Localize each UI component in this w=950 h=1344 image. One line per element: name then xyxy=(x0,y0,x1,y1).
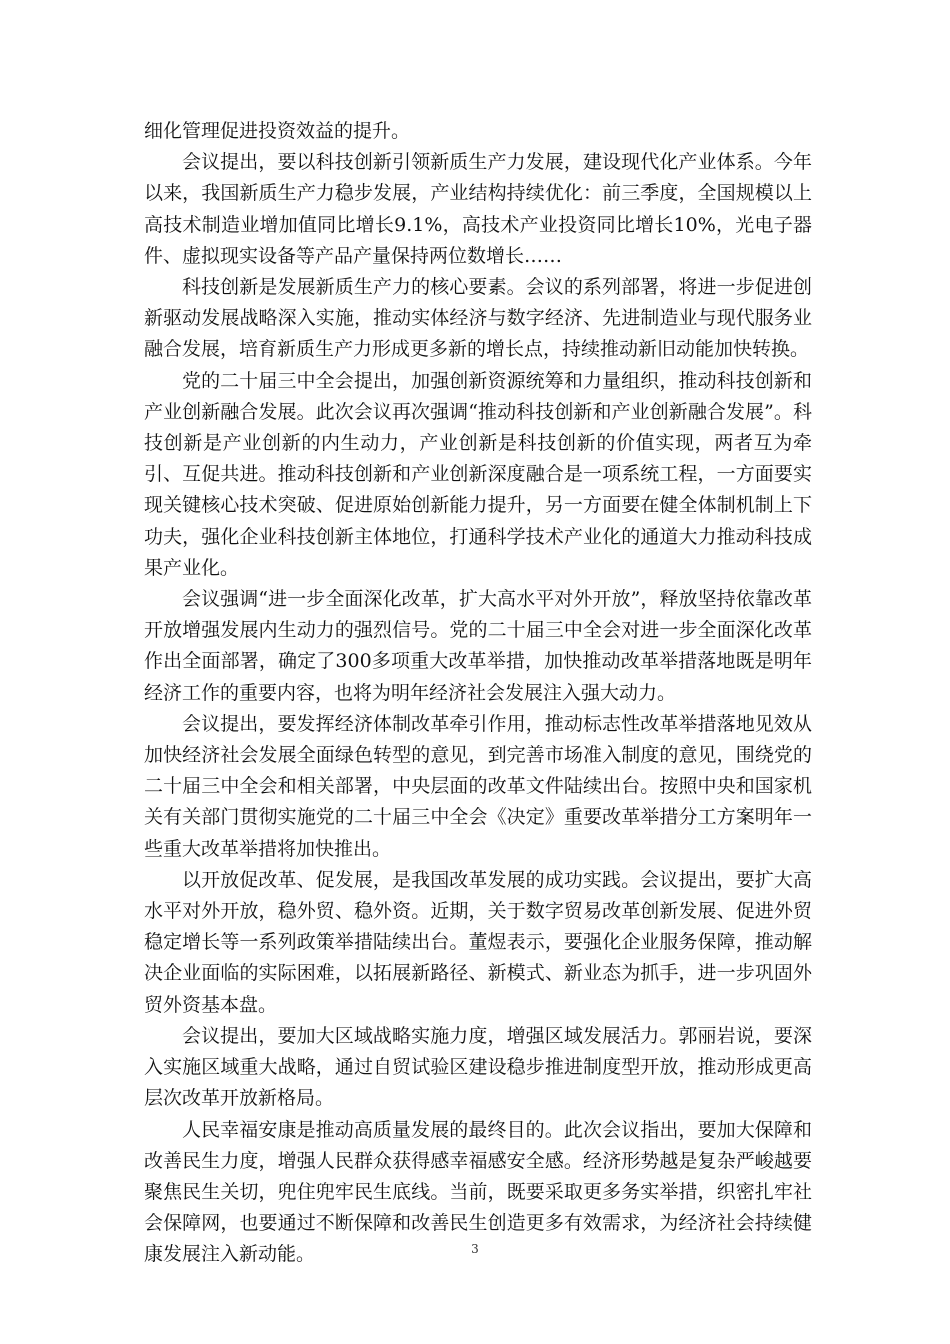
paragraph-continuation: 细化管理促进投资效益的提升。 xyxy=(144,120,411,142)
paragraph: 人民幸福安康是推动高质量发展的最终目的。此次会议指出，要加大保障和改善民生力度，增强人民群众获得感幸福感安全感。经济形势越是复杂严峻越要聚焦民生关切，兜住兜牢民生底线。当前，既要采取更多务实举措，织密扎牢社会保障网，也要通过不断保障和改善民生创造更多有效需求，为经济社会持续健康发展注入新动能。 xyxy=(144,1118,812,1266)
page-number: 3 xyxy=(471,1242,479,1256)
paragraph: 科技创新是发展新质生产力的核心要素。会议的系列部署，将进一步促进创新驱动发展战略深入实施，推动实体经济与数字经济、先进制造业与现代服务业融合发展，培育新质生产力形成更多新的增长点，持续推动新旧动能加快转换。 xyxy=(144,276,812,361)
paragraph: 会议提出，要发挥经济体制改革牵引作用，推动标志性改革举措落地见效从加快经济社会发展全面绿色转型的意见，到完善市场准入制度的意见，围绕党的二十届三中全会和相关部署，中央层面的改革文件陆续出台。按照中央和国家机关有关部门贯彻实施党的二十届三中全会《决定》重要改革举措分工方案明年一些重大改革举措将加快推出。 xyxy=(144,712,812,860)
paragraph: 会议强调“进一步全面深化改革，扩大高水平对外开放”，释放坚持依靠改革开放增强发展内生动力的强烈信号。党的二十届三中全会对进一步全面深化改革作出全面部署，确定了300多项重大改革举措，加快推动改革举措落地既是明年经济工作的重要内容，也将为明年经济社会发展注入强大动力。 xyxy=(144,588,812,704)
document-body xyxy=(144,116,812,1271)
paragraph: 以开放促改革、促发展，是我国改革发展的成功实践。会议提出，要扩大高水平对外开放，稳外贸、稳外资。近期，关于数字贸易改革创新发展、促进外贸稳定增长等一系列政策举措陆续出台。董煜表示，要强化企业服务保障，推动解决企业面临的实际困难，以拓展新路径、新模式、新业态为抓手，进一步巩固外贸外资基本盘。 xyxy=(144,868,812,1016)
paragraph: 会议提出，要以科技创新引领新质生产力发展，建设现代化产业体系。今年以来，我国新质生产力稳步发展，产业结构持续优化：前三季度，全国规模以上高技术制造业增加值同比增长9.1%，高技术产业投资同比增长10%，光电子器件、虚拟现实设备等产品产量保持两位数增长…… xyxy=(144,151,812,267)
paragraph: 会议提出，要加大区域战略实施力度，增强区域发展活力。郭丽岩说，要深入实施区域重大战略，通过自贸试验区建设稳步推进制度型开放，推动形成更高层次改革开放新格局。 xyxy=(144,1024,812,1110)
paragraph: 党的二十届三中全会提出，加强创新资源统筹和力量组织，推动科技创新和产业创新融合发展。此次会议再次强调“推动科技创新和产业创新融合发展”。科技创新是产业创新的内生动力，产业创新是科技创新的价值实现，两者互为牵引、互促共进。推动科技创新和产业创新深度融合是一项系统工程，一方面要实现关键核心技术突破、促进原始创新能力提升，另一方面要在健全体制机制上下功夫，强化企业科技创新主体地位，打通科学技术产业化的通道大力推动科技成果产业化。 xyxy=(144,369,812,579)
